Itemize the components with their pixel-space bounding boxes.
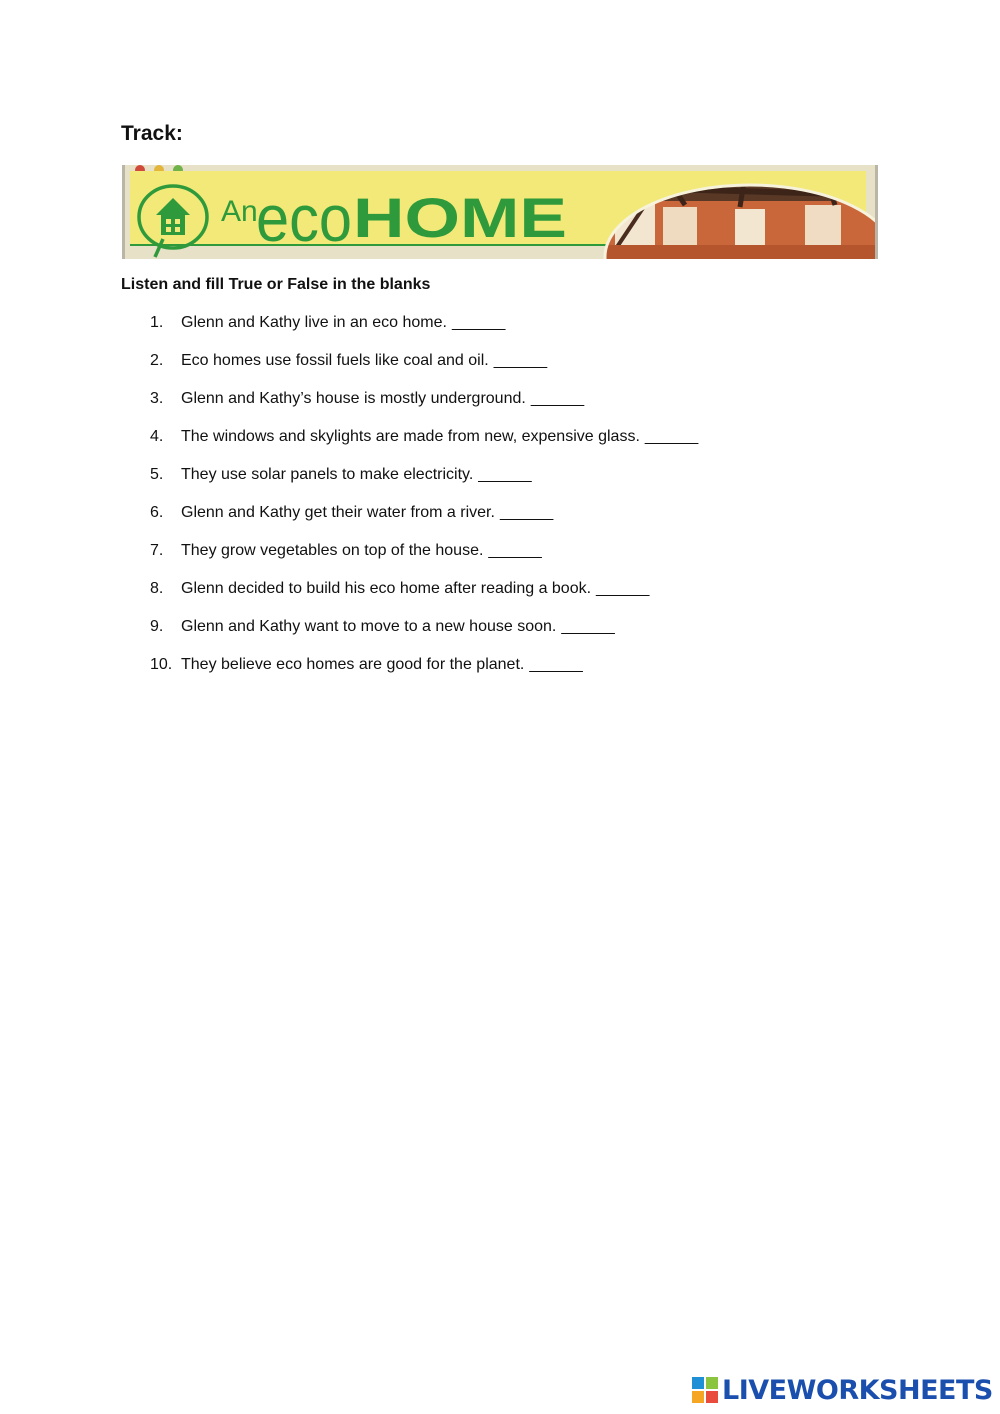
question-number: 5. bbox=[150, 466, 164, 483]
question-text: They use solar panels to make electricity. bbox=[181, 466, 474, 483]
question-number: 8. bbox=[150, 580, 164, 597]
liveworksheets-badge-icon bbox=[692, 1377, 718, 1403]
answer-blank[interactable]: ______ bbox=[529, 656, 583, 673]
question-list bbox=[150, 314, 698, 694]
question-number: 6. bbox=[150, 504, 164, 521]
instructions-heading: Listen and fill True or False in the blanks bbox=[121, 276, 431, 293]
question-text: Glenn and Kathy want to move to a new house soon. bbox=[181, 618, 557, 635]
answer-blank[interactable]: ______ bbox=[644, 428, 699, 445]
question-text: Eco homes use fossil fuels like coal and oil. bbox=[181, 352, 489, 369]
question-text: The windows and skylights are made from new, expensive glass. bbox=[181, 428, 640, 445]
question-item bbox=[150, 580, 698, 618]
question-number: 7. bbox=[150, 542, 164, 559]
answer-blank[interactable]: ______ bbox=[499, 504, 554, 521]
question-text: Glenn and Kathy get their water from a river. bbox=[181, 504, 495, 521]
question-text: They grow vegetables on top of the house. bbox=[181, 542, 484, 559]
question-item bbox=[150, 618, 698, 656]
answer-blank[interactable]: ______ bbox=[451, 314, 506, 331]
question-item bbox=[150, 390, 698, 428]
logo-text: LIVEWORKSHEETS bbox=[722, 1374, 993, 1406]
question-text: They believe eco homes are good for the planet. bbox=[181, 656, 525, 673]
question-item bbox=[150, 428, 698, 466]
question-item bbox=[150, 352, 698, 390]
question-number: 9. bbox=[150, 618, 164, 635]
question-item bbox=[150, 466, 698, 504]
question-number: 10. bbox=[150, 656, 173, 673]
banner-title-prefix: An bbox=[221, 195, 258, 228]
liveworksheets-logo[interactable] bbox=[692, 1375, 993, 1405]
answer-blank[interactable]: ______ bbox=[530, 390, 585, 407]
question-number: 1. bbox=[150, 314, 164, 331]
answer-blank[interactable]: ______ bbox=[488, 542, 542, 559]
answer-blank[interactable]: ______ bbox=[493, 352, 548, 369]
question-number: 3. bbox=[150, 390, 164, 407]
question-item bbox=[150, 314, 698, 352]
banner-title-home: HOME bbox=[353, 186, 567, 249]
question-number: 4. bbox=[150, 428, 164, 445]
question-number: 2. bbox=[150, 352, 164, 369]
answer-blank[interactable]: ______ bbox=[561, 618, 615, 635]
banner-graphic bbox=[125, 165, 875, 259]
eco-home-banner bbox=[122, 165, 878, 259]
question-item bbox=[150, 542, 698, 580]
answer-blank[interactable]: ______ bbox=[596, 580, 650, 597]
track-heading: Track: bbox=[121, 122, 183, 145]
question-text: Glenn and Kathy live in an eco home. bbox=[181, 314, 447, 331]
question-item bbox=[150, 656, 698, 694]
question-text: Glenn and Kathy’s house is mostly underground. bbox=[181, 390, 526, 407]
answer-blank[interactable]: ______ bbox=[478, 466, 532, 483]
question-item bbox=[150, 504, 698, 542]
question-text: Glenn decided to build his eco home after reading a book. bbox=[181, 580, 592, 597]
banner-title-eco: eco bbox=[256, 181, 352, 255]
